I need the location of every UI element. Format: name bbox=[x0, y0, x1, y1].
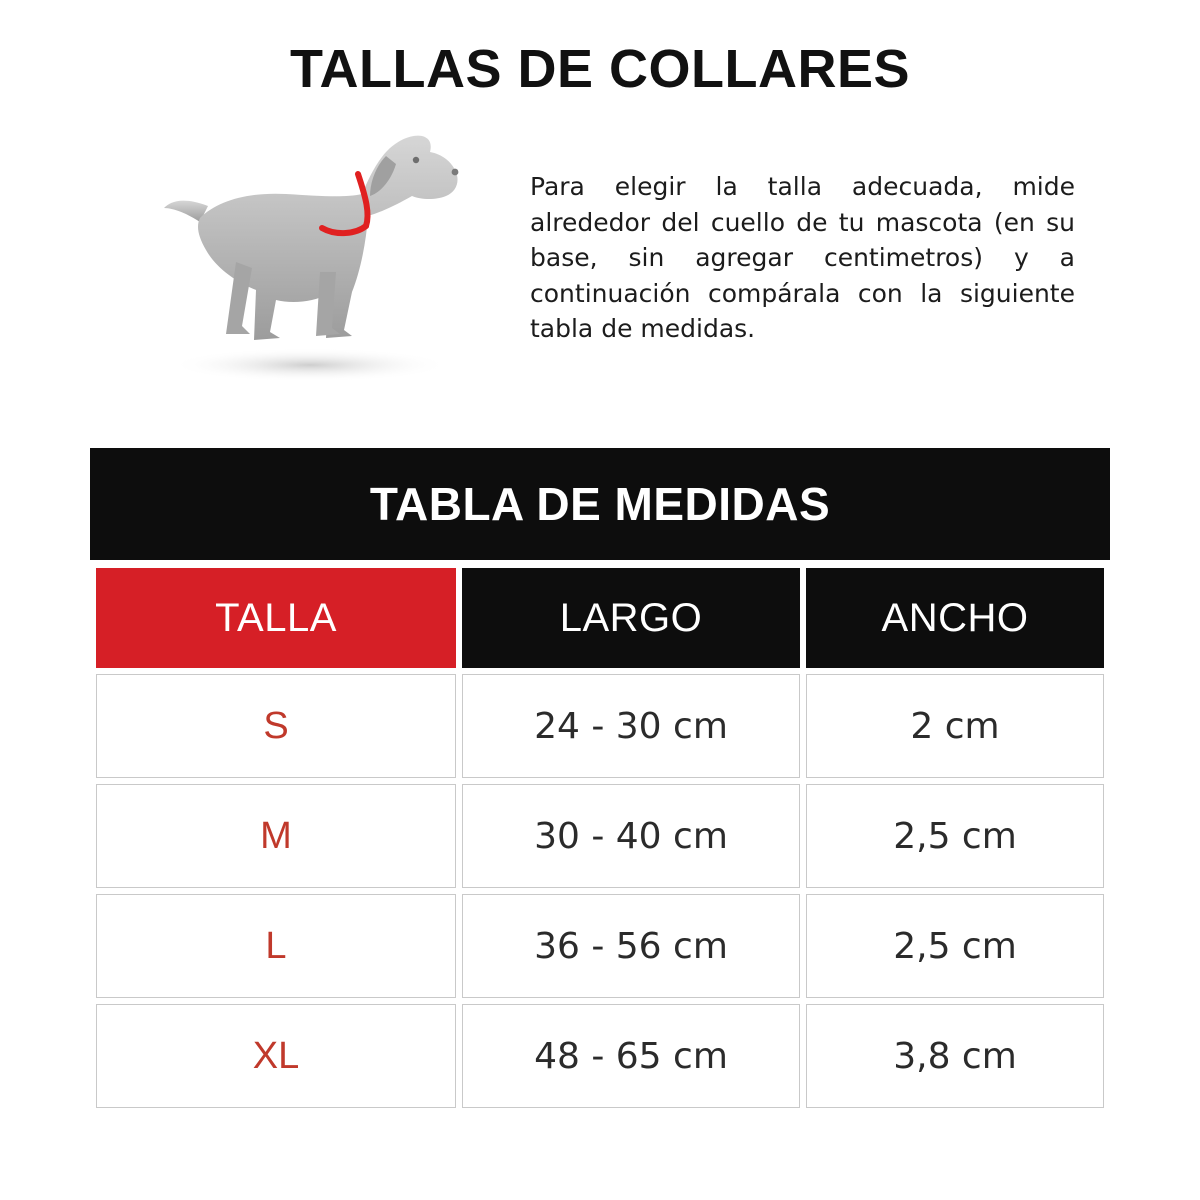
cell-largo: 30 - 40 cm bbox=[462, 784, 800, 888]
table-row bbox=[96, 784, 1104, 888]
cell-ancho: 3,8 cm bbox=[806, 1004, 1104, 1108]
cell-ancho: 2 cm bbox=[806, 674, 1104, 778]
column-header-largo: LARGO bbox=[462, 568, 800, 668]
measurements-table-block bbox=[90, 448, 1110, 1114]
cell-ancho: 2,5 cm bbox=[806, 784, 1104, 888]
cell-largo: 24 - 30 cm bbox=[462, 674, 800, 778]
cell-ancho: 2,5 cm bbox=[806, 894, 1104, 998]
intro-paragraph: Para elegir la talla adecuada, mide alrededor del cuello de tu mascota (en su base, sin agregar centimetros) y a continuación compárala con la siguiente tabla de medidas. bbox=[530, 172, 1075, 343]
table-row bbox=[96, 674, 1104, 778]
table-row bbox=[96, 1004, 1104, 1108]
cell-largo: 48 - 65 cm bbox=[462, 1004, 800, 1108]
table-header-row bbox=[96, 568, 1104, 668]
cell-largo: 36 - 56 cm bbox=[462, 894, 800, 998]
page-title: TALLAS DE COLLARES bbox=[290, 39, 910, 99]
cell-talla: M bbox=[96, 784, 456, 888]
dog-with-collar-icon bbox=[120, 122, 500, 392]
column-header-ancho: ANCHO bbox=[806, 568, 1104, 668]
column-header-talla: TALLA bbox=[96, 568, 456, 668]
measurements-table bbox=[90, 562, 1110, 1114]
cell-talla: L bbox=[96, 894, 456, 998]
table-row bbox=[96, 894, 1104, 998]
cell-talla: XL bbox=[96, 1004, 456, 1108]
intro-section bbox=[0, 122, 1200, 422]
cell-talla: S bbox=[96, 674, 456, 778]
table-title: TABLA DE MEDIDAS bbox=[90, 448, 1110, 560]
